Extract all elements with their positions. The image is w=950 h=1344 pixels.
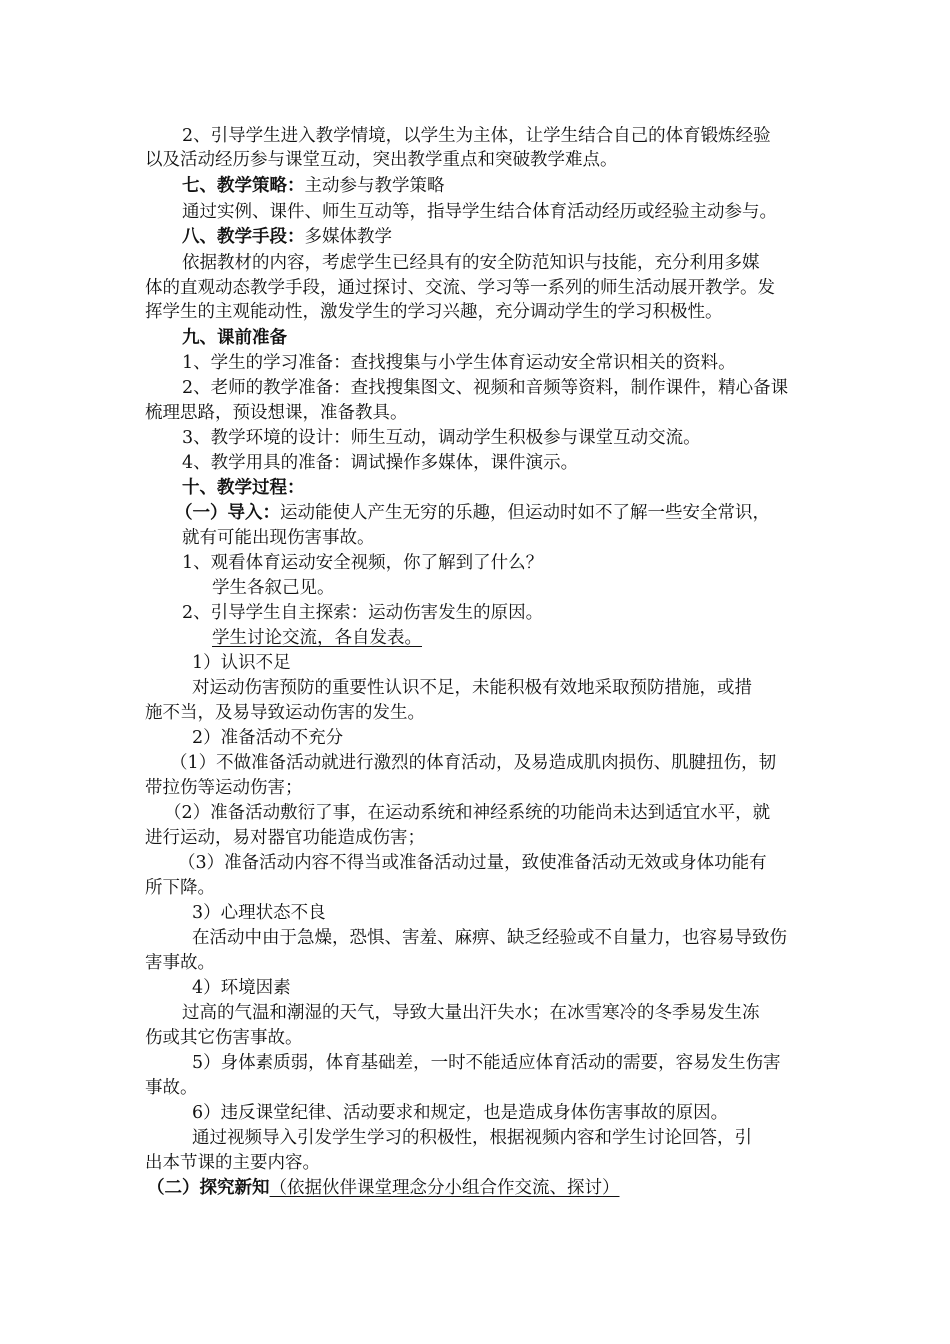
subsection-note: （依据伙伴课堂理念分小组合作交流、探讨） <box>269 1178 620 1198</box>
text-line: （2）准备活动敷衍了事，在运动系统和神经系统的功能尚未达到适宜水平，就 <box>164 803 771 823</box>
text-line: 对运动伤害预防的重要性认识不足，未能积极有效地采取预防措施，或措 <box>192 678 752 698</box>
text-line: 施不当，及易导致运动伤害的发生。 <box>145 703 425 723</box>
text-line: 5）身体素质弱，体育基础差，一时不能适应体育活动的需要，容易发生伤害 <box>192 1053 781 1073</box>
text-line: （1）不做准备活动就进行激烈的体育活动，及易造成肌肉损伤、肌腱扭伤，韧 <box>170 753 777 773</box>
subsection-label: （一）导入： <box>175 503 280 523</box>
text-line: 3）心理状态不良 <box>192 903 326 923</box>
heading-label: 七、教学策略： <box>182 176 305 196</box>
text-line: 在活动中由于急燥，恐惧、害羞、麻痹、缺乏经验或不自量力，也容易导致伤 <box>192 928 787 948</box>
text-line: 事故。 <box>145 1078 198 1098</box>
heading-label: 八、教学手段： <box>182 227 305 247</box>
section-heading-10: 十、教学过程： <box>182 478 305 498</box>
text-line: 4）环境因素 <box>192 978 291 998</box>
section-heading-7 <box>182 174 445 198</box>
section-heading-8 <box>182 225 392 249</box>
text-line: 挥学生的主观能动性，激发学生的学习兴趣，充分调动学生的学习积极性。 <box>145 302 723 322</box>
text-line: 伤或其它伤害事故。 <box>145 1028 303 1048</box>
text-line: 出本节课的主要内容。 <box>145 1153 320 1173</box>
text-line: 通过实例、课件、师生互动等，指导学生结合体育活动经历或经验主动参与。 <box>182 202 777 222</box>
subsection-explore <box>147 1176 620 1200</box>
text-line: 带拉伤等运动伤害； <box>145 778 303 798</box>
text-line: 梳理思路，预设想课，准备教具。 <box>145 403 408 423</box>
text-line: 2、老师的教学准备：查找搜集图文、视频和音频等资料，制作课件，精心备课 <box>182 378 789 398</box>
heading-text: 主动参与教学策略 <box>304 176 445 196</box>
text-line: 2、引导学生自主探索：运动伤害发生的原因。 <box>182 603 544 623</box>
text-line: 害事故。 <box>145 953 215 973</box>
subsection-label: （二）探究新知 <box>147 1178 270 1198</box>
text-line: 学生各叙己见。 <box>212 578 335 598</box>
text-line: 就有可能出现伤害事故。 <box>182 528 375 548</box>
text-line: 4、教学用具的准备：调试操作多媒体，课件演示。 <box>182 453 579 473</box>
underlined-text: 学生讨论交流，各自发表。 <box>212 628 422 648</box>
text-line: 2、引导学生进入教学情境，以学生为主体，让学生结合自己的体育锻炼经验 <box>182 126 771 146</box>
text-line: 以及活动经历参与课堂互动，突出教学重点和突破教学难点。 <box>145 150 618 170</box>
text-line: 2）准备活动不充分 <box>192 728 344 748</box>
subsection-text: 运动能使人产生无穷的乐趣，但运动时如不了解一些安全常识， <box>280 503 770 523</box>
text-line: 过高的气温和潮湿的天气，导致大量出汗失水；在冰雪寒冷的冬季易发生冻 <box>182 1003 760 1023</box>
text-line: 1、观看体育运动安全视频，你了解到了什么？ <box>182 553 544 573</box>
heading-text: 多媒体教学 <box>304 227 392 247</box>
text-line: 通过视频导入引发学生学习的积极性，根据视频内容和学生讨论回答，引 <box>192 1128 752 1148</box>
text-line: 3、教学环境的设计：师生互动，调动学生积极参与课堂互动交流。 <box>182 428 701 448</box>
subsection-intro <box>175 501 770 525</box>
text-line: 1）认识不足 <box>192 653 291 673</box>
text-line: 体的直观动态教学手段，通过探讨、交流、学习等一系列的师生活动展开教学。发 <box>145 278 775 298</box>
text-line: 6）违反课堂纪律、活动要求和规定，也是造成身体伤害事故的原因。 <box>192 1103 729 1123</box>
text-line: 1、学生的学习准备：查找搜集与小学生体育运动安全常识相关的资料。 <box>182 353 736 373</box>
text-line: 依据教材的内容，考虑学生已经具有的安全防范知识与技能，充分利用多媒 <box>182 253 760 273</box>
text-line: 所下降。 <box>145 878 215 898</box>
text-line: 进行运动，易对器官功能造成伤害； <box>145 828 425 848</box>
section-heading-9: 九、课前准备 <box>182 328 287 348</box>
text-line: （3）准备活动内容不得当或准备活动过量，致使准备活动无效或身体功能有 <box>178 853 767 873</box>
